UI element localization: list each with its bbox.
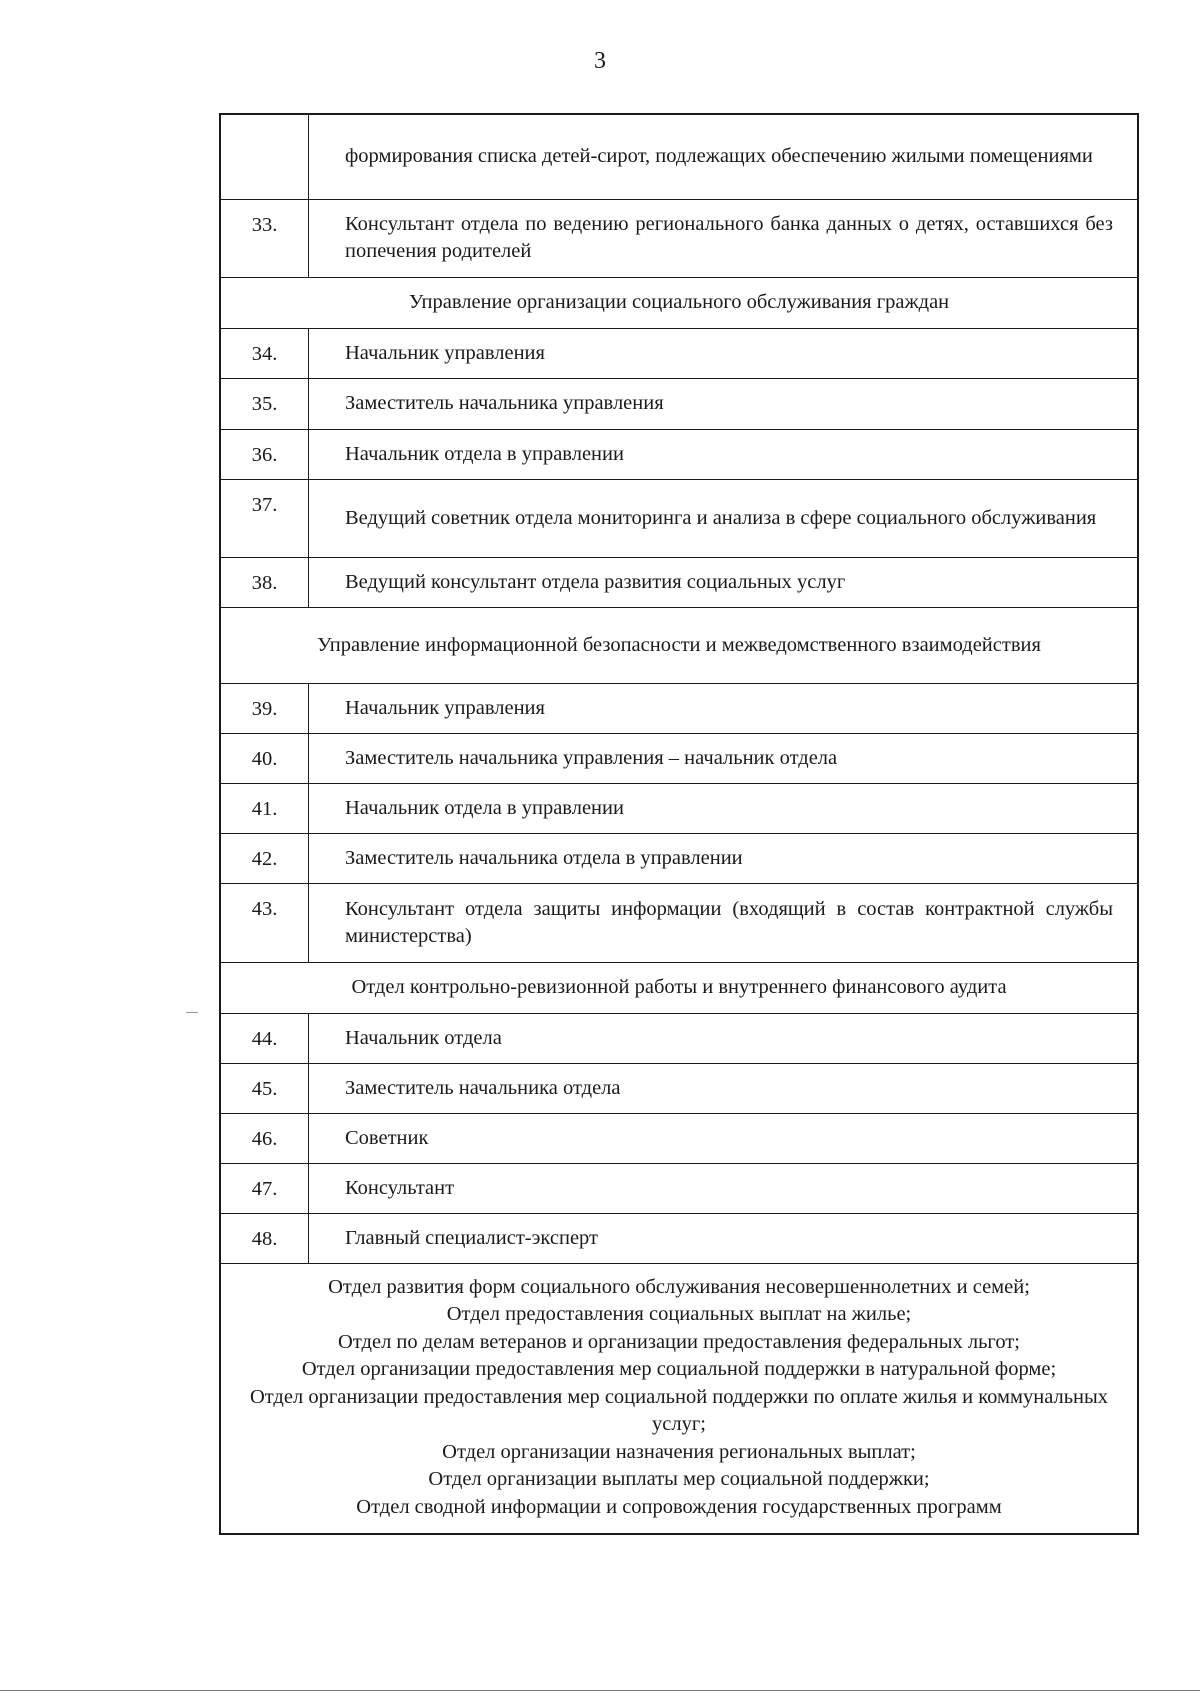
- row-number: 43.: [220, 883, 309, 962]
- row-number: 40.: [220, 733, 309, 783]
- table-row: [220, 883, 1138, 962]
- table-row: [220, 1213, 1138, 1263]
- row-number: 46.: [220, 1113, 309, 1163]
- department-item: Отдел организации предоставления мер социальной поддержки по оплате жилья и коммунальных услуг;: [249, 1385, 1109, 1435]
- row-number: 33.: [220, 199, 309, 277]
- department-item: Отдел сводной информации и сопровождения государственных программ: [356, 1495, 1002, 1518]
- section-header: Управление организации социального обслуживания граждан: [220, 277, 1138, 328]
- table-row: [220, 378, 1138, 429]
- table-row: [220, 199, 1138, 277]
- positions-table: [219, 113, 1139, 1535]
- row-number: 42.: [220, 833, 309, 883]
- department-item: Отдел организации предоставления мер социальной поддержки в натуральной форме;: [301, 1358, 1057, 1380]
- row-number: [220, 114, 309, 199]
- table-row: [220, 328, 1138, 378]
- row-number: 38.: [220, 557, 309, 607]
- position-title: Начальник управления: [309, 328, 1139, 378]
- department-item: Отдел организации выплаты мер социальной поддержки;: [428, 1468, 930, 1490]
- row-number: 36.: [220, 429, 309, 479]
- departments-list: [220, 1263, 1138, 1534]
- section-header: Управление информационной безопасности и межведомственного взаимодействия: [220, 607, 1138, 683]
- position-title: Консультант отдела защиты информации (входящий в состав контрактной службы министерства): [309, 883, 1139, 962]
- margin-mark: [186, 1012, 198, 1013]
- row-number: 44.: [220, 1013, 309, 1063]
- table-row: [220, 1163, 1138, 1213]
- position-title: Главный специалист-эксперт: [309, 1213, 1139, 1263]
- position-title: Консультант: [309, 1163, 1139, 1213]
- position-title: Заместитель начальника отдела: [309, 1063, 1139, 1113]
- table-row: [220, 1063, 1138, 1113]
- department-item: Отдел по делам ветеранов и организации предоставления федеральных льгот;: [338, 1330, 1020, 1353]
- section-header-row: [220, 607, 1138, 683]
- position-title: Ведущий консультант отдела развития социальных услуг: [309, 557, 1139, 607]
- department-item: Отдел развития форм социального обслуживания несовершеннолетних и семей;: [328, 1275, 1030, 1298]
- position-title: Начальник отдела в управлении: [309, 783, 1139, 833]
- position-title: Консультант отдела по ведению регионального банка данных о детях, оставшихся без попечения родителей: [309, 199, 1139, 277]
- row-number: 37.: [220, 479, 309, 557]
- table-row: [220, 114, 1138, 199]
- section-header: Отдел контрольно-ревизионной работы и внутреннего финансового аудита: [220, 962, 1138, 1013]
- bottom-rule: [0, 1690, 1200, 1691]
- section-header-row: [220, 277, 1138, 328]
- position-title: Начальник отдела в управлении: [309, 429, 1139, 479]
- position-title: Начальник управления: [309, 683, 1139, 733]
- position-title: формирования списка детей-сирот, подлежащих обеспечению жилыми помещениями: [309, 114, 1139, 199]
- section-header-row: [220, 962, 1138, 1013]
- page-number: 3: [594, 48, 606, 74]
- row-number: 39.: [220, 683, 309, 733]
- department-item: Отдел организации назначения региональных выплат;: [442, 1440, 916, 1463]
- row-number: 45.: [220, 1063, 309, 1113]
- table-row: [220, 1113, 1138, 1163]
- position-title: Заместитель начальника управления: [309, 378, 1139, 429]
- position-title: Ведущий советник отдела мониторинга и анализа в сфере социального обслуживания: [309, 479, 1139, 557]
- table-row: [220, 479, 1138, 557]
- table-row: [220, 833, 1138, 883]
- position-title: Заместитель начальника управления – начальник отдела: [309, 733, 1139, 783]
- table-row: [220, 783, 1138, 833]
- table-row: [220, 557, 1138, 607]
- department-item: Отдел предоставления социальных выплат на жилье;: [446, 1303, 912, 1325]
- position-title: Начальник отдела: [309, 1013, 1139, 1063]
- position-title: Заместитель начальника отдела в управлении: [309, 833, 1139, 883]
- row-number: 48.: [220, 1213, 309, 1263]
- table-row: [220, 733, 1138, 783]
- departments-row: [220, 1263, 1138, 1534]
- row-number: 35.: [220, 378, 309, 429]
- row-number: 47.: [220, 1163, 309, 1213]
- table-row: [220, 429, 1138, 479]
- position-title: Советник: [309, 1113, 1139, 1163]
- row-number: 41.: [220, 783, 309, 833]
- table-row: [220, 1013, 1138, 1063]
- row-number: 34.: [220, 328, 309, 378]
- table-row: [220, 683, 1138, 733]
- positions-table-body: [220, 114, 1138, 1534]
